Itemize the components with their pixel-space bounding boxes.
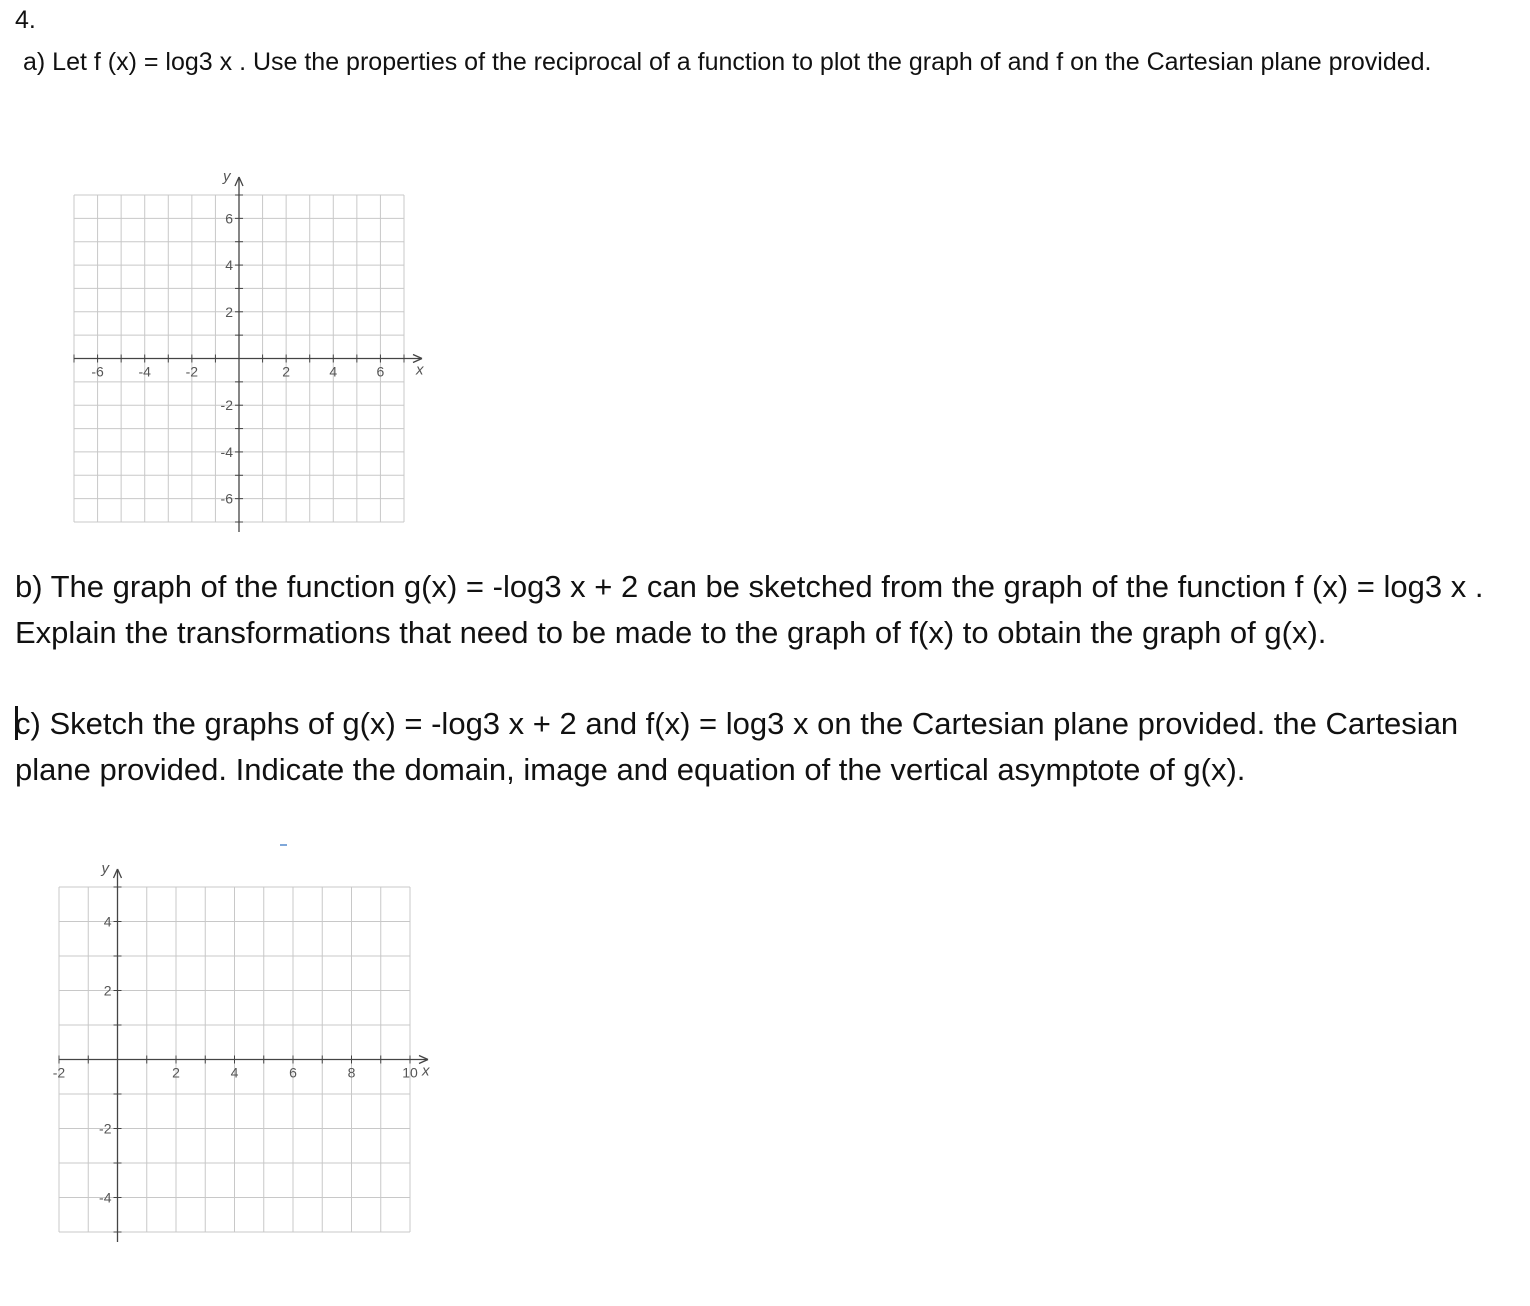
x-tick-label: -6 <box>91 363 104 380</box>
x-tick-label: 4 <box>230 1064 239 1081</box>
cartesian-grid-part-c <box>45 850 445 1245</box>
cartesian-grid-part-a <box>60 165 440 540</box>
y-axis-label: y <box>223 168 231 185</box>
y-tick-label: -2 <box>99 1120 112 1137</box>
y-tick-label: 2 <box>103 982 112 999</box>
x-axis-label: x <box>422 1062 430 1080</box>
x-axis-label: x <box>416 361 424 379</box>
y-tick-label: 2 <box>225 303 233 320</box>
x-tick-label: -2 <box>52 1064 66 1081</box>
x-tick-label: 6 <box>376 363 385 380</box>
y-tick-label: 4 <box>103 913 112 930</box>
x-tick-label: 2 <box>282 363 291 380</box>
y-tick-label: 4 <box>225 257 233 274</box>
part-c-label: c) <box>15 706 41 741</box>
question-number: 4. <box>15 6 36 34</box>
x-tick-label: 8 <box>347 1064 356 1081</box>
x-tick-label: 2 <box>172 1064 180 1081</box>
y-tick-label: -4 <box>220 443 233 460</box>
x-tick-label: -2 <box>185 363 199 380</box>
x-tick-label: 6 <box>289 1064 297 1081</box>
y-tick-label: -6 <box>220 490 233 507</box>
part-c-body: Sketch the graphs of g(x) = -log3 x + 2 and f(x) = log3 x on the Cartesian plane provided. the Cartesian plane provided. Indicate the domain, image and equation of the vertical asymptote of g(x). <box>15 706 1459 787</box>
y-tick-label: -2 <box>220 397 233 414</box>
y-axis-label: y <box>101 860 109 877</box>
part-a-text: a) Let f (x) = log3 x . Use the properties of the reciprocal of a function to plot the graph of and f on the Cartesian plane provided. <box>23 48 1432 76</box>
y-tick-label: -4 <box>99 1189 112 1206</box>
x-tick-label: 4 <box>329 363 338 380</box>
part-b-text: b) The graph of the function g(x) = -log3 x + 2 can be sketched from the graph of the function f (x) = log3 x . Explain the transformations that need to be made to the graph of f(x) to obtain the graph of g(x). <box>15 569 1484 650</box>
stray-mark <box>280 844 287 846</box>
x-tick-label: 10 <box>402 1064 418 1081</box>
part-c-text <box>15 701 1515 793</box>
y-tick-label: 6 <box>225 210 233 227</box>
x-tick-label: -4 <box>138 363 151 380</box>
